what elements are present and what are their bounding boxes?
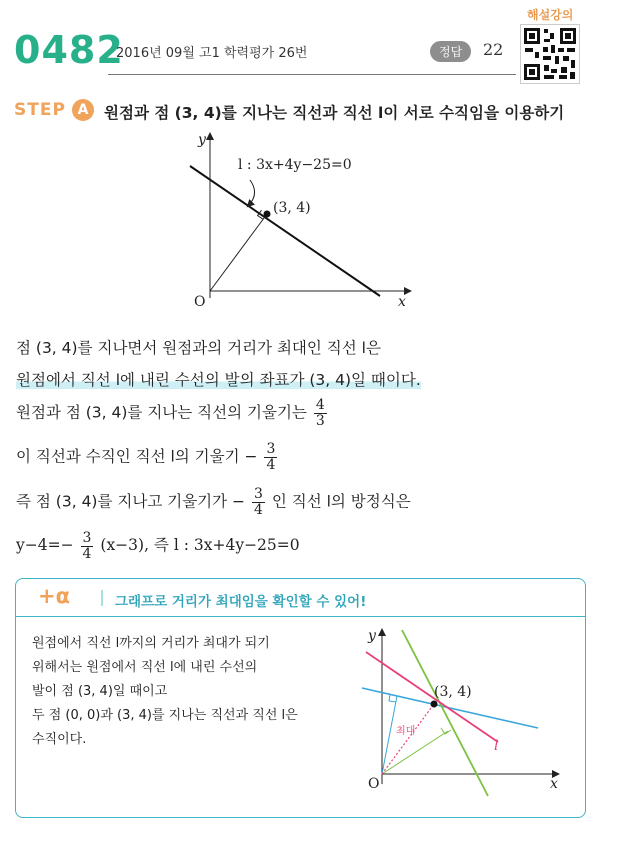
step-label: STEP (14, 100, 66, 120)
segment-origin-to-point (210, 214, 267, 291)
line-l-label: l (494, 738, 499, 754)
point-3-4 (264, 211, 271, 218)
fraction-denominator: 4 (266, 456, 276, 473)
fraction-3-over-4 (264, 442, 277, 472)
axis-y-label: y (198, 132, 206, 148)
max-label: 최대 (396, 726, 416, 737)
line-6-text-post: (x−3), 즉 l : 3x+4y−25=0 (100, 536, 300, 555)
figure-distance-max (360, 624, 565, 804)
explanation-line-1: 점 (3, 4)를 지나면서 원점과의 거리가 최대인 직선 l은 (16, 339, 381, 357)
problem-source: 2016년 09월 고1 학력평가 26번 (116, 46, 308, 61)
fraction-denominator: 4 (82, 545, 92, 562)
answer-badge: 정답 (430, 41, 471, 62)
axis-x-label: x (398, 294, 406, 310)
step-badge: A (72, 99, 94, 121)
explanation-line-4 (16, 442, 279, 472)
perp-green (382, 731, 448, 774)
answer-value: 22 (483, 40, 504, 59)
explanation-line-2 (16, 368, 421, 390)
line-5-text-post: 인 직선 l의 방정식은 (271, 492, 411, 511)
tip-line-1: 원점에서 직선 l까지의 거리가 최대가 되기 (32, 636, 270, 651)
tip-line-2: 위해서는 원점에서 직선 l에 내린 수선의 (32, 660, 258, 675)
line-5-text: 즉 점 (3, 4)를 지나고 기울기가 − (16, 492, 246, 511)
tip-line-4: 두 점 (0, 0)과 (3, 4)를 지나는 직선과 직선 l은 (32, 708, 298, 723)
line-6-text: y−4=− (16, 536, 74, 555)
tip-divider (101, 590, 103, 606)
perp-blue (382, 696, 397, 774)
explanation-line-6 (16, 531, 300, 561)
fraction-numerator: 3 (266, 441, 276, 457)
perp-max (382, 704, 434, 774)
right-angle-green (441, 728, 451, 734)
origin-label: O (368, 776, 380, 792)
origin-label: O (194, 294, 206, 310)
line-equation-label: l : 3x+4y−25=0 (238, 157, 352, 173)
point-label: (3, 4) (434, 684, 472, 700)
explanation-line-3 (16, 398, 329, 428)
step-title: 원점과 점 (3, 4)를 지나는 직선과 직선 l이 서로 수직임을 이용하기 (104, 104, 565, 122)
highlighted-text: 원점에서 직선 l에 내린 수선의 발의 좌표가 (3, 4)일 때이다. (16, 371, 421, 389)
point-label: (3, 4) (273, 200, 311, 216)
tip-title: 그래프로 거리가 최대임을 확인할 수 있어! (115, 594, 367, 610)
line-l (366, 652, 498, 742)
explanation-line-5 (16, 487, 411, 517)
axis-y-label: y (368, 628, 376, 644)
figure-line-perpendicular (180, 128, 430, 318)
lecture-label: 해설강의 (527, 8, 574, 22)
plus-alpha-icon: +α (38, 584, 71, 608)
fraction-3-over-4 (252, 487, 265, 517)
fraction-3-over-4 (81, 531, 94, 561)
problem-number: 0482 (14, 28, 124, 72)
tip-line-3: 발이 점 (3, 4)일 때이고 (32, 684, 168, 699)
line-l (190, 166, 380, 296)
fraction-denominator: 3 (315, 412, 325, 429)
tip-line-5: 수직이다. (32, 732, 87, 747)
point-3-4 (431, 701, 438, 708)
fraction-numerator: 3 (253, 486, 263, 502)
label-pointer (248, 180, 255, 206)
line-4-text: 이 직선과 수직인 직선 l의 기울기 − (16, 447, 258, 466)
fraction-4-over-3 (314, 398, 327, 428)
fraction-denominator: 4 (253, 501, 263, 518)
axis-x-label: x (550, 776, 558, 792)
fraction-numerator: 4 (315, 397, 325, 413)
header-divider (108, 74, 516, 75)
fraction-numerator: 3 (82, 530, 92, 546)
line-3-text: 원점과 점 (3, 4)를 지나는 직선의 기울기는 (16, 403, 307, 422)
qr-code-icon[interactable] (520, 24, 580, 84)
